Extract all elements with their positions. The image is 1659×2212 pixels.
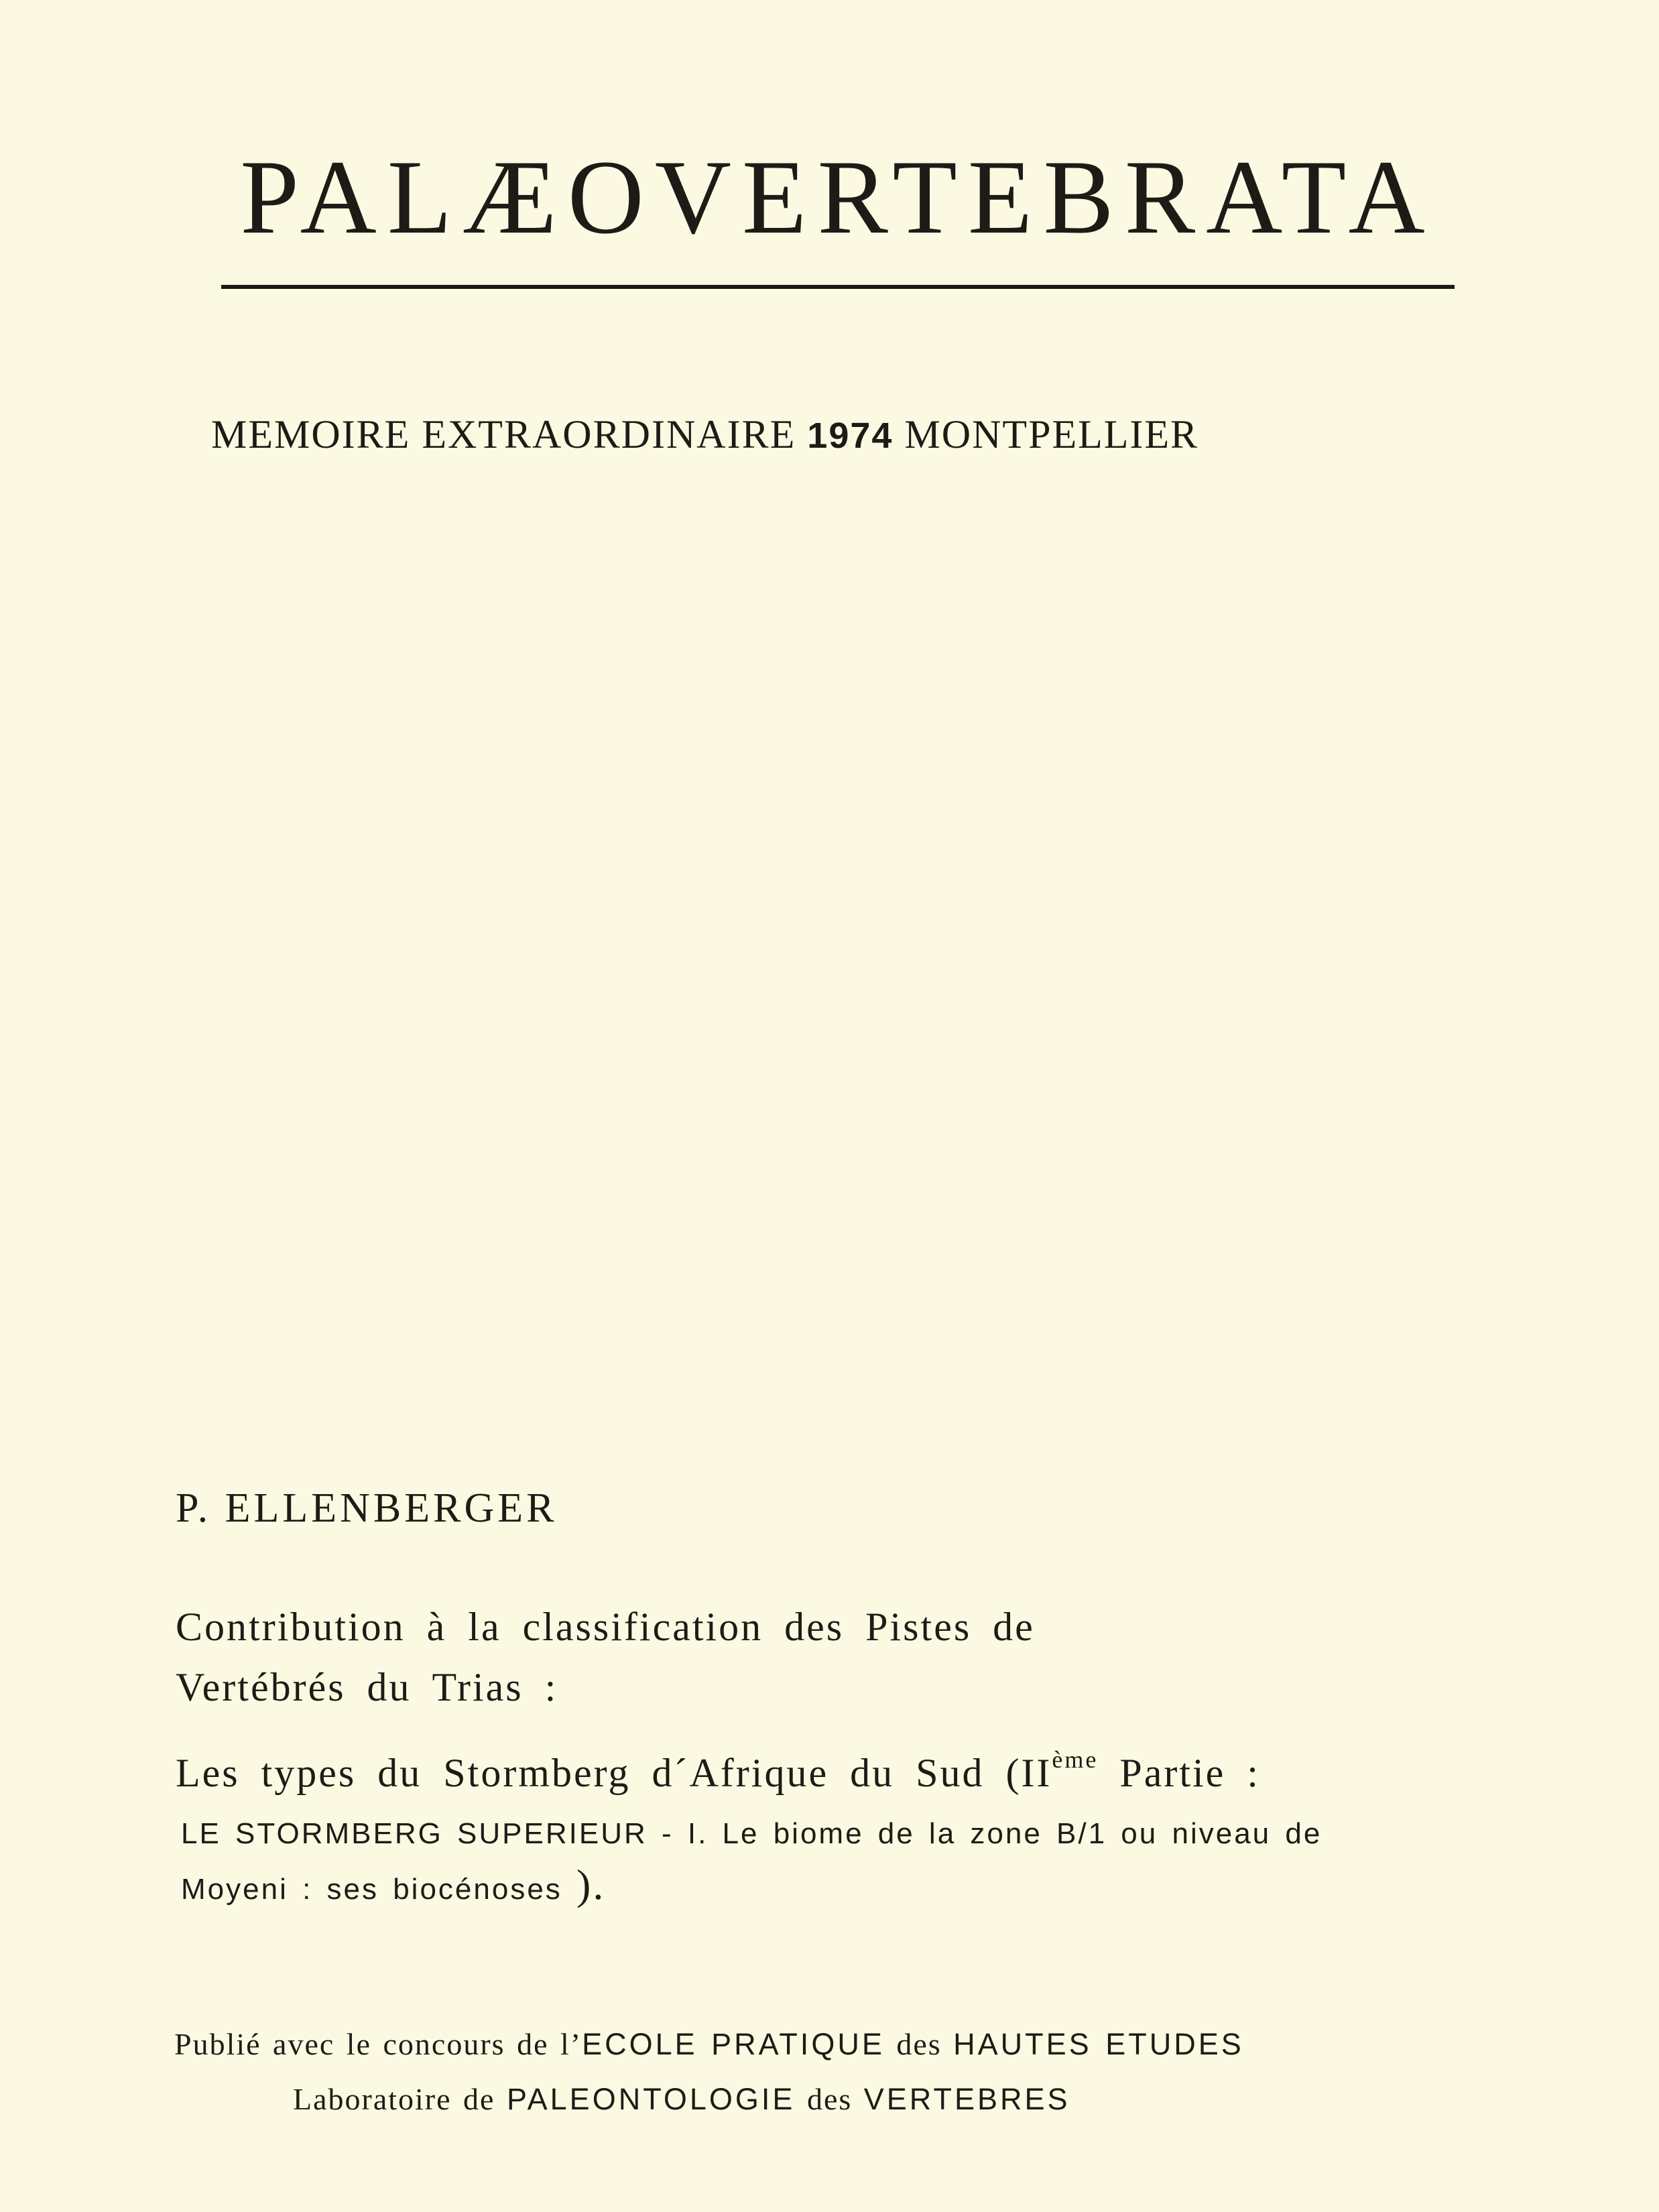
author-name: P. ELLENBERGER	[176, 1485, 558, 1531]
publisher-prefix: Publié avec le concours de l’	[174, 2027, 582, 2061]
subtitle-superscript: ème	[1052, 1746, 1099, 1773]
contribution-line-2: Vertébrés du Trias :	[176, 1665, 558, 1709]
subtitle-line	[176, 1743, 1610, 1803]
subtitle-closing: ).	[576, 1861, 606, 1908]
series-line	[211, 408, 1471, 463]
series-city: MONTPELLIER	[904, 412, 1199, 456]
publisher-des-1: des	[884, 2027, 954, 2061]
subtitle-tail: Partie :	[1098, 1751, 1260, 1795]
subtitle-rest-part: Le biome de la zone B/1 ou niveau de	[708, 1817, 1323, 1850]
lab-des-2: des	[795, 2082, 864, 2116]
subtitle-lead: Les types du Stormberg d´Afrique du Sud (II	[176, 1751, 1052, 1795]
laboratory-line	[293, 2074, 1499, 2125]
series-label: MEMOIRE EXTRAORDINAIRE	[211, 412, 796, 456]
publisher-school: ECOLE PRATIQUE	[582, 2027, 885, 2061]
journal-title: PALÆOVERTEBRATA	[240, 139, 1436, 256]
contribution-title	[176, 1597, 1349, 1717]
lab-vertebres: VERTEBRES	[863, 2082, 1070, 2116]
publisher-line	[174, 2019, 1515, 2070]
title-rule	[221, 285, 1455, 289]
publisher-hautes-etudes: HAUTES ETUDES	[953, 2027, 1244, 2061]
lab-prefix: Laboratoire de	[293, 2082, 507, 2116]
contribution-line-1: Contribution à la classification des Pistes de	[176, 1605, 1035, 1649]
subtitle-caps-part: LE STORMBERG SUPERIEUR - I.	[181, 1817, 709, 1850]
lab-paleontologie: PALEONTOLOGIE	[506, 2082, 796, 2116]
series-year: 1974	[807, 416, 894, 456]
subtitle-last-line: Moyeni : ses biocénoses	[181, 1873, 577, 1906]
subtitle-continuation	[181, 1808, 1615, 1915]
